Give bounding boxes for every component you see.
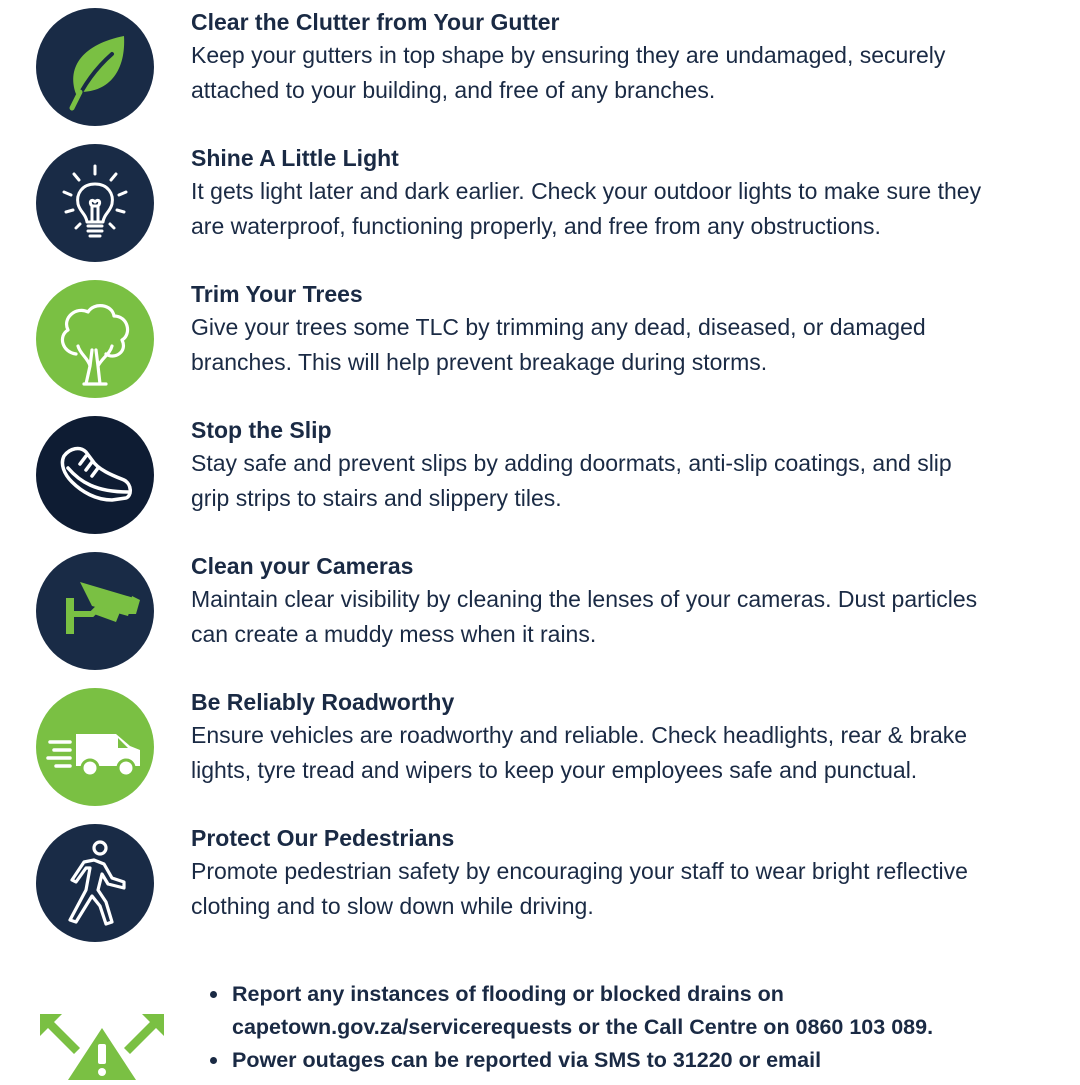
tip-description-line: It gets light later and dark earlier. Check your outdoor lights to make sure they [191,178,982,204]
tip-description-line: grip strips to stairs and slippery tiles. [191,485,562,511]
tip-title: Stop the Slip [191,417,332,443]
tip-description-line: lights, tyre tread and wipers to keep your employees safe and punctual. [191,757,918,783]
tip-description-line: attached to your building, and free of any branches. [191,77,716,103]
tip-title: Clear the Clutter from Your Gutter [191,9,560,35]
leaf-icon [36,8,154,126]
tip-cameras [0,544,1080,684]
tip-title: Shine A Little Light [191,145,399,171]
shoe-icon [36,416,154,534]
tip-trees [0,272,1080,412]
note-line: capetown.gov.za/servicerequests or the Call Centre on 0860 103 089. [232,1015,934,1039]
tip-gutter [0,0,1080,140]
tip-description-line: Stay safe and prevent slips by adding doormats, anti-slip coatings, and slip [191,450,952,476]
warning-arrows-icon [36,1010,168,1080]
tip-description-line: Ensure vehicles are roadworthy and reliable. Check headlights, rear & brake [191,722,968,748]
tip-description-line: Promote pedestrian safety by encouraging your staff to wear bright reflective [191,858,968,884]
tip-description-line: are waterproof, functioning properly, and free from any obstructions. [191,213,881,239]
tip-title: Be Reliably Roadworthy [191,689,455,715]
tip-description-line: Give your trees some TLC by trimming any dead, diseased, or damaged [191,314,926,340]
tree-icon [36,280,154,398]
tip-title: Protect Our Pedestrians [191,825,455,851]
tip-title: Trim Your Trees [191,281,363,307]
tip-description-line: clothing and to slow down while driving. [191,893,594,919]
tip-description-line: Keep your gutters in top shape by ensuring they are undamaged, securely [191,42,946,68]
list-item [206,1044,1066,1077]
report-notes [206,978,1066,1077]
tip-title: Clean your Cameras [191,553,414,579]
tip-lights [0,136,1080,276]
note-line: Power outages can be reported via SMS to 31220 or email [232,1048,822,1072]
tip-description-line: Maintain clear visibility by cleaning the lenses of your cameras. Dust particles [191,586,978,612]
tip-description-line: can create a muddy mess when it rains. [191,621,597,647]
list-item [206,978,1066,1044]
note-line: Report any instances of flooding or blocked drains on [232,982,784,1006]
tip-roadworthy [0,680,1080,820]
pedestrian-icon [36,824,154,942]
security-camera-icon [36,552,154,670]
tip-slip [0,408,1080,548]
tip-description-line: branches. This will help prevent breakage during storms. [191,349,768,375]
van-icon [36,688,154,806]
light-bulb-icon [36,144,154,262]
tip-pedestrians [0,816,1080,956]
